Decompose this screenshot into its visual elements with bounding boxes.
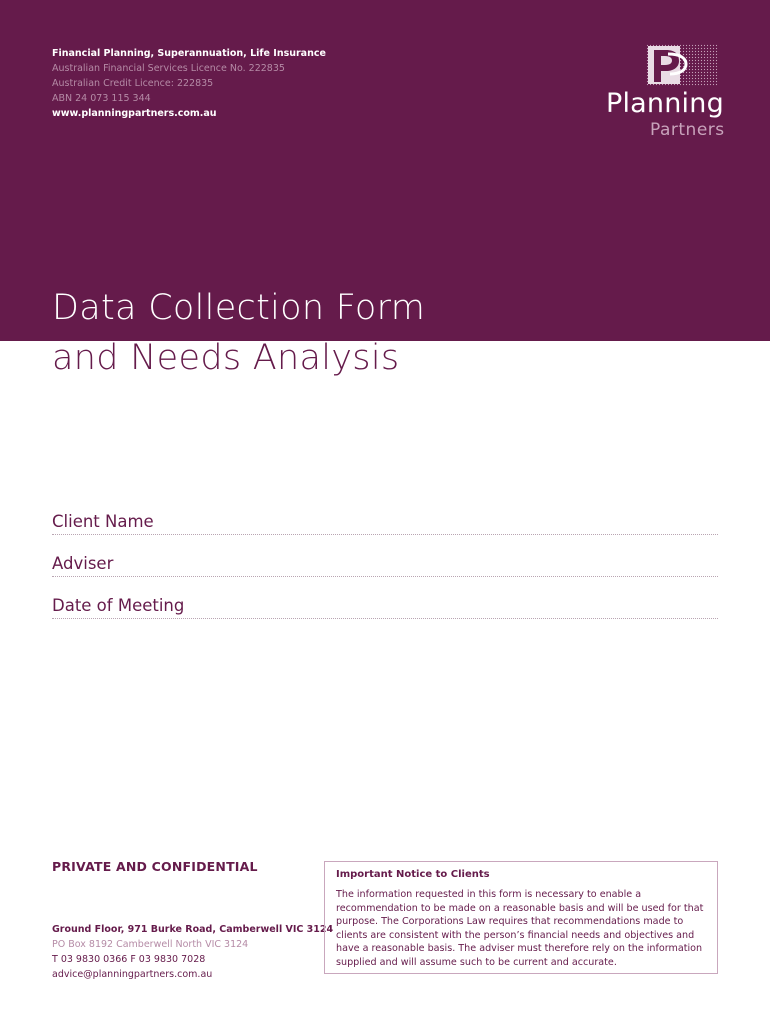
date-of-meeting-field[interactable] [52,577,718,619]
email-link[interactable]: advice@planningpartners.com.au [52,969,213,980]
logo-p-icon [646,44,718,86]
logo-word-planning: Planning [606,88,724,119]
tagline: Financial Planning, Superannuation, Life Insurance [52,48,326,59]
street-address: Ground Floor, 971 Burke Road, Camberwell VIC 3124 [52,924,334,935]
client-details-fields [52,504,718,619]
client-name-label: Client Name [52,512,154,531]
office-address [52,922,333,982]
adviser-field[interactable] [52,535,718,577]
title-line-2: and Needs Analysis [52,338,400,378]
private-confidential-heading: PRIVATE AND CONFIDENTIAL [52,859,258,874]
adviser-label: Adviser [52,554,114,573]
logo-word-partners: Partners [650,120,725,140]
credit-licence-text: Australian Credit Licence: 222835 [52,78,214,89]
company-logo [600,44,730,144]
title-line-1: Data Collection Form [52,288,426,328]
abn-text: ABN 24 073 115 344 [52,93,151,104]
date-of-meeting-label: Date of Meeting [52,596,185,615]
notice-body: The information requested in this form is necessary to enable a recommendation to be made on a reasonable basis and will be used for that purpose. The Corporations Law requires that recommendations made to clients are consistent with the person’s financial needs and objectives and have a reasonable basis. The adviser must therefore rely on the information supplied and will assume such to be current and accurate. [336,889,704,968]
po-box-address: PO Box 8192 Camberwell North VIC 3124 [52,939,249,950]
company-info [52,46,326,121]
afsl-text: Australian Financial Services Licence No. 222835 [52,63,285,74]
website-link[interactable]: www.planningpartners.com.au [52,108,217,119]
important-notice-box [324,861,718,974]
phone-fax: T 03 9830 0366 F 03 9830 7028 [52,954,206,965]
notice-title: Important Notice to Clients [336,869,490,880]
client-name-field[interactable] [52,504,718,535]
page-title [52,283,425,383]
